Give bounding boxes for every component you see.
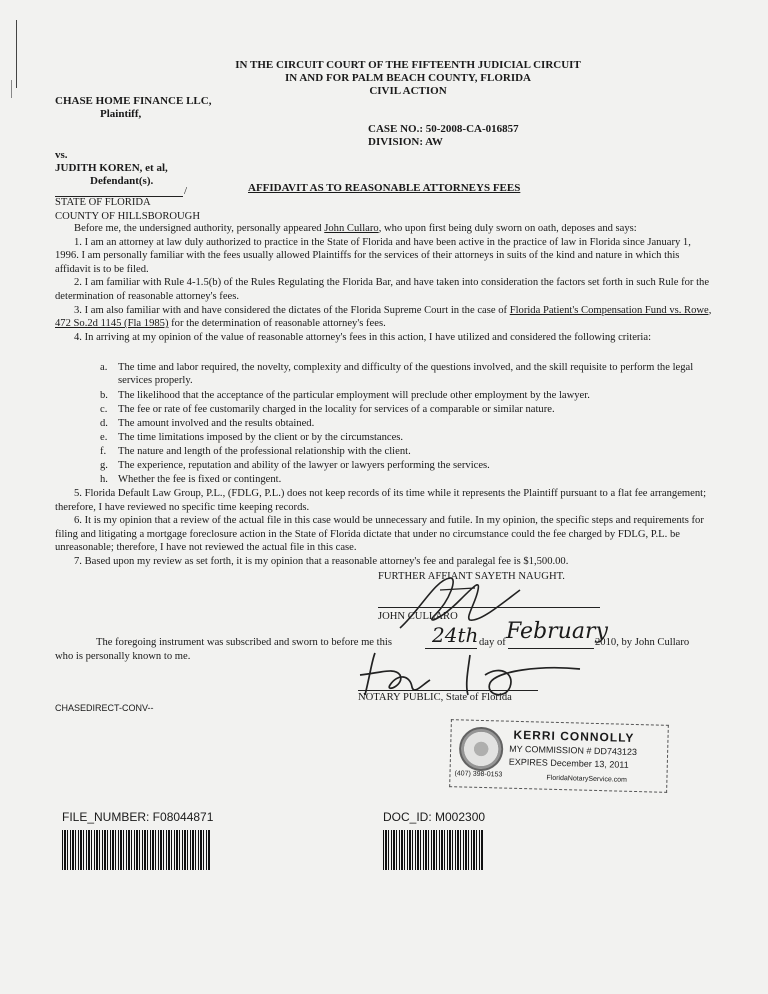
venue-state: STATE OF FLORIDA — [55, 197, 151, 208]
further-affiant: FURTHER AFFIANT SAYETH NAUGHT. — [378, 571, 565, 582]
jurat-year: 2010, by John Cullaro — [595, 637, 690, 648]
criterion-text: The likelihood that the acceptance of the particular employment will preclude other employment by the lawyer. — [118, 390, 590, 401]
case-citation: Florida Patient's Compensation Fund vs. Rowe, 472 So.2d 1145 (Fla 1985) — [55, 304, 712, 330]
notary-seal-icon — [459, 726, 504, 771]
stamp-expires: EXPIRES December 13, 2011 — [508, 756, 629, 770]
criterion-letter: c. — [100, 404, 108, 415]
paragraph-4: 4. In arriving at my opinion of the value of reasonable attorney's fees in this action, I have utilized and considered the following criteria: — [74, 331, 652, 343]
file-number: FILE_NUMBER: F08044871 — [62, 810, 214, 824]
stamp-name: KERRI CONNOLLY — [513, 727, 635, 745]
affiant-signature-line — [378, 607, 600, 608]
criterion-text: The fee or rate of fee customarily charged in the locality for services of a comparable or similar nature. — [118, 404, 555, 415]
case-info — [368, 123, 519, 149]
intro-paragraph: Before me, the undersigned authority, personally appeared John Cullaro, who upon first being duly sworn on oath, deposes and says: — [74, 223, 637, 234]
venue — [55, 196, 200, 223]
criterion-text: The amount involved and the results obtained. — [118, 418, 315, 429]
paragraph-6: 6. It is my opinion that a review of the actual file in this case would be unnecessary and futile. In my opinion, the specific steps and requirements for filing and litigating a mortgage foreclosure action in the State of Florida dictate that under no circumstance could the fee charged by FDLG, P.L. be unreasonable; therefore, I have not reviewed the actual file in this case. — [55, 515, 704, 554]
paragraph-3: 3. I am also familiar with and have considered the dictates of the Florida Supreme Court in the case of Florida Patient's Compensation Fund vs. Rowe, 472 So.2d 1145 (Fla 1985) for the determination of reasonable attorney's fees. — [55, 304, 712, 330]
criterion-letter: h. — [100, 474, 108, 485]
court-caption — [168, 59, 648, 98]
criterion-letter: f. — [100, 446, 107, 457]
jurat-line-2: who is personally known to me. — [55, 651, 191, 662]
paragraph-1: 1. I am an attorney at law duly authorized to practice in the State of Florida and have been active in the practice of law in Florida since January 1, 1996. I am personally familiar with the fees usually allowed Plaintiffs for the services of their attorneys in suits of the kind and nature in which this affidavit is to be filed. — [55, 236, 691, 275]
defendant-name: JUDITH KOREN, et al, — [55, 162, 168, 174]
case-number: CASE NO.: 50-2008-CA-016857 — [368, 123, 519, 135]
court-line-2: IN AND FOR PALM BEACH COUNTY, FLORIDA — [285, 72, 531, 84]
doc-id-barcode — [383, 830, 483, 870]
plaintiff-label: Plaintiff, — [100, 108, 142, 120]
file-number-barcode — [62, 830, 210, 870]
scan-margin-mark — [11, 80, 12, 98]
paragraph-5: 5. Florida Default Law Group, P.L., (FDLG, P.L.) does not keep records of its time while it represents the Plaintiff pursuant to a flat fee arrangement; therefore, I have reviewed no specific time keeping records. — [55, 488, 707, 513]
division: DIVISION: AW — [368, 136, 443, 148]
court-line-3: CIVIL ACTION — [369, 85, 447, 97]
affiant-name: JOHN CULLARO — [378, 611, 458, 622]
paragraph-7: 7. Based upon my review as set forth, it is my opinion that a reasonable attorney's fee and paralegal fee is $1,500.00. — [74, 555, 569, 567]
handwritten-month: February — [506, 619, 608, 644]
handwritten-day: 24th — [432, 623, 479, 647]
criterion-text: The time and labor required, the novelty, complexity and difficulty of the questions involved, and the skill requisite to perform the legal services properly. — [118, 362, 694, 387]
vs-label: vs. — [55, 149, 68, 161]
criterion-text: The experience, reputation and ability of the lawyer or lawyers performing the services. — [118, 460, 490, 471]
criterion-text: The time limitations imposed by the client or by the circumstances. — [118, 432, 404, 443]
court-line-1: IN THE CIRCUIT COURT OF THE FIFTEENTH JUDICIAL CIRCUIT — [235, 59, 581, 71]
scan-margin-mark — [16, 20, 17, 88]
jurat-day-of: day of — [479, 637, 506, 648]
document-title: AFFIDAVIT AS TO REASONABLE ATTORNEYS FEES — [248, 182, 521, 194]
stamp-site: FloridaNotaryService.com — [546, 774, 628, 784]
affidavit-body-continued — [55, 487, 715, 569]
defendant-label: Defendant(s). — [90, 175, 154, 187]
criterion-text: The nature and length of the professional relationship with the client. — [118, 446, 411, 457]
defendant-block — [55, 149, 187, 197]
criterion-letter: b. — [100, 390, 108, 401]
criterion-letter: d. — [100, 418, 108, 429]
caption-rule: / — [55, 188, 183, 197]
affiant-name-inline: John Cullaro — [324, 223, 379, 234]
venue-county: COUNTY OF HILLSBOROUGH — [55, 210, 200, 222]
jurat-line-1-pre: The foregoing instrument was subscribed and sworn to before me this — [96, 637, 392, 648]
stamp-commission: MY COMMISSION # DD743123 — [509, 743, 638, 758]
footer-code: CHASEDIRECT-CONV-- — [55, 703, 154, 713]
criterion-letter: a. — [100, 362, 108, 373]
plaintiff-block — [55, 95, 211, 121]
stamp-phone: (407) 398-0153 — [454, 770, 503, 779]
plaintiff-name: CHASE HOME FINANCE LLC, — [55, 95, 212, 107]
criterion-text: Whether the fee is fixed or contingent. — [118, 474, 282, 485]
criterion-letter: g. — [100, 460, 108, 471]
affidavit-body — [55, 222, 715, 344]
paragraph-2: 2. I am familiar with Rule 4-1.5(b) of the Rules Regulating the Florida Bar, and have taken into consideration the factors set forth in such Rule for the determination of reasonable attorney's fees. — [55, 277, 710, 302]
doc-id: DOC_ID: M002300 — [383, 810, 486, 824]
notary-label: NOTARY PUBLIC, State of Florida — [358, 692, 512, 703]
notary-stamp — [449, 719, 669, 793]
criterion-letter: e. — [100, 432, 108, 443]
